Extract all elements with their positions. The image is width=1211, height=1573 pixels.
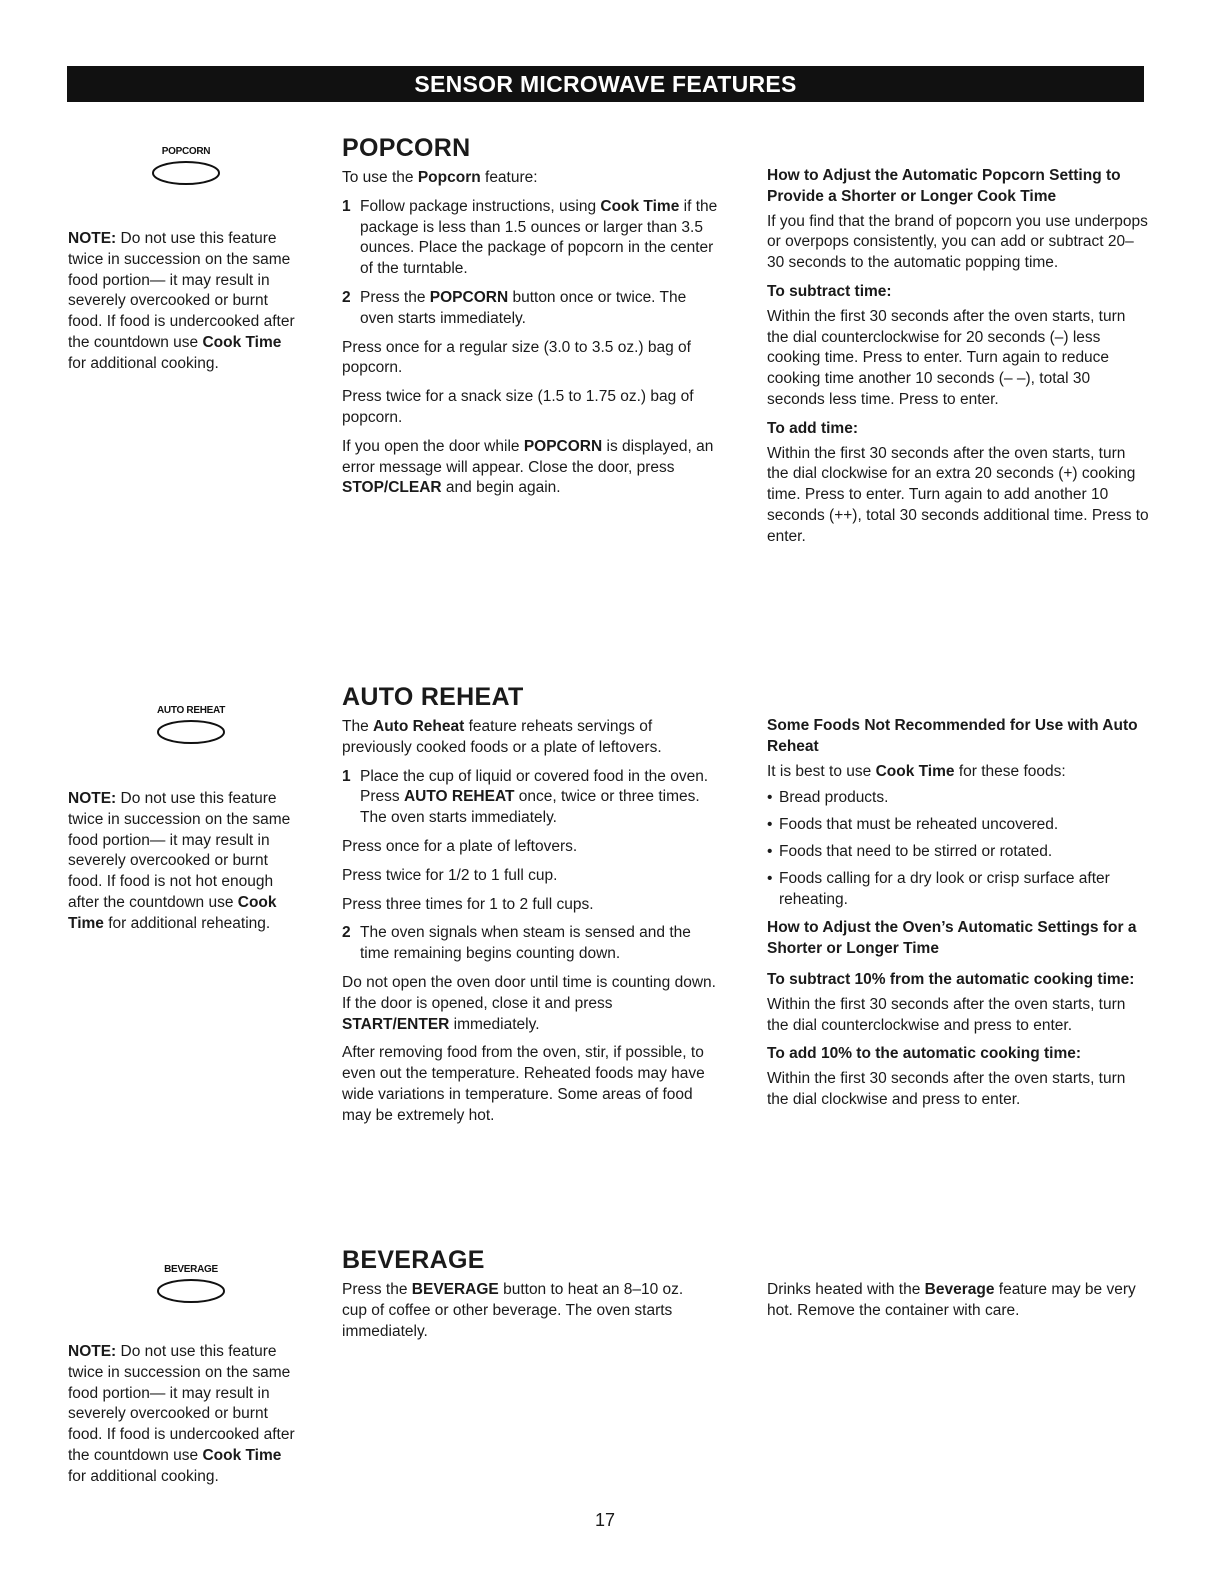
popcorn-subtract-heading: To subtract time:: [767, 282, 892, 300]
step-number: 2: [342, 924, 351, 942]
popcorn-note: [68, 229, 303, 375]
auto-reheat-press-once: Press once for a plate of leftovers.: [342, 837, 578, 855]
beverage-main-column: [342, 1246, 712, 1350]
note-text-end: for additional cooking.: [68, 354, 219, 372]
note-text-end: for additional reheating.: [103, 914, 271, 932]
step-number: 1: [342, 197, 351, 215]
oval-button-icon: [151, 718, 231, 748]
list-item: • Bread products.: [767, 789, 889, 807]
beverage-hot-warning: Drinks heated with the Beverage feature may be very hot. Remove the container with care.: [767, 1281, 1136, 1319]
section-title-beverage: BEVERAGE: [342, 1246, 485, 1274]
note-label: NOTE:: [68, 1343, 117, 1360]
list-item: • Foods calling for a dry look or crisp surface after reheating.: [767, 869, 1110, 908]
popcorn-subtract-text: Within the first 30 seconds after the oven starts, turn the dial counterclockwise for 20 seconds (–) less cooking time. Press to enter. Turn again to reduce cooking time another 10 seconds (– –), total 30 seconds less time. Press to enter.: [767, 307, 1126, 408]
note-label: NOTE:: [68, 230, 117, 247]
subtract-10-heading: To subtract 10% from the automatic cooking time:: [767, 970, 1135, 988]
popcorn-intro: To use the Popcorn feature:: [342, 169, 538, 186]
note-bold: Cook Time: [202, 1446, 282, 1464]
auto-reheat-button-label: AUTO REHEAT: [157, 705, 225, 716]
auto-reheat-step-2: 2 The oven signals when steam is sensed and the time remaining begins counting down.: [342, 923, 724, 965]
oval-button-icon: [146, 159, 226, 189]
page-header-banner: SENSOR MICROWAVE FEATURES: [67, 66, 1144, 102]
add-10-text: Within the first 30 seconds after the oven starts, turn the dial clockwise and press to enter.: [767, 1070, 1126, 1108]
popcorn-button-label: POPCORN: [161, 146, 211, 157]
auto-reheat-note: [68, 789, 303, 935]
section-title-popcorn: POPCORN: [342, 134, 471, 162]
popcorn-button-graphic: [101, 146, 271, 189]
beverage-button-graphic: [106, 1264, 276, 1307]
auto-reheat-adjust-heading: How to Adjust the Oven’s Automatic Settings for a Shorter or Longer Time: [767, 919, 1137, 958]
note-bold: Cook Time: [68, 893, 277, 932]
beverage-button-label: BEVERAGE: [164, 1264, 218, 1275]
popcorn-adjust-column: [767, 166, 1149, 556]
auto-reheat-stir-warning: After removing food from the oven, stir, if possible, to even out the temperature. Reheated foods may have wide variations in temperature. Some areas of food may be extremely hot.: [342, 1044, 705, 1124]
note-text: Do not use this feature twice in succession on the same food portion— it may result in severely overcooked or burnt food. If food is undercooked after the countdown use: [68, 230, 295, 351]
beverage-note: [68, 1342, 303, 1488]
auto-reheat-press-three: Press three times for 1 to 2 full cups.: [342, 895, 594, 913]
auto-reheat-door-warning: Do not open the oven door until time is counting down. If the door is opened, close it and press START/ENTER immediately.: [342, 973, 716, 1033]
popcorn-regular-size: Press once for a regular size (3.0 to 3.5 oz.) bag of popcorn.: [342, 338, 691, 377]
add-10-heading: To add 10% to the automatic cooking time:: [767, 1045, 1082, 1063]
auto-reheat-main-column: [342, 683, 724, 1135]
subtract-10-text: Within the first 30 seconds after the oven starts, turn the dial counterclockwise and press to enter.: [767, 995, 1126, 1034]
popcorn-adjust-heading: How to Adjust the Automatic Popcorn Setting to Provide a Shorter or Longer Cook Time: [767, 167, 1121, 205]
popcorn-step-2: 2 Press the POPCORN button once or twice. The oven starts immediately.: [342, 288, 722, 330]
beverage-instructions: Press the BEVERAGE button to heat an 8–10 oz. cup of coffee or other beverage. The oven starts immediately.: [342, 1281, 684, 1340]
note-text: Do not use this feature twice in succession on the same food portion— it may result in severely overcooked or burnt food. If food is undercooked after the countdown use: [68, 1343, 295, 1464]
auto-reheat-step-1: 1 Place the cup of liquid or covered food in the oven. Press AUTO REHEAT once, twice or three times. The oven starts immediately.: [342, 767, 724, 829]
step-number: 2: [342, 288, 351, 306]
list-item: • Foods that must be reheated uncovered.: [767, 816, 1059, 834]
note-bold: Cook Time: [202, 333, 282, 351]
popcorn-main-column: [342, 134, 722, 507]
auto-reheat-button-graphic: [106, 705, 276, 748]
popcorn-add-heading: To add time:: [767, 419, 858, 437]
beverage-side-column: [767, 1280, 1149, 1330]
note-text: Do not use this feature twice in succession on the same food portion— it may result in severely overcooked or burnt food. If food is not hot enough after the countdown use: [68, 790, 291, 911]
note-text-end: for additional cooking.: [68, 1467, 219, 1485]
step-number: 1: [342, 767, 351, 785]
not-recommended-heading: Some Foods Not Recommended for Use with Auto Reheat: [767, 717, 1138, 755]
not-recommended-intro: It is best to use Cook Time for these foods:: [767, 762, 1066, 780]
popcorn-add-text: Within the first 30 seconds after the oven starts, turn the dial clockwise for an extra 20 seconds (+) cooking time. Press to enter. Turn again to add another 10 seconds (++), total 30 seconds additional time. Press to enter.: [767, 444, 1149, 545]
popcorn-adjust-text: If you find that the brand of popcorn you use underpops or overpops consistently, you can add or subtract 20–30 seconds to the automatic popping time.: [767, 212, 1148, 272]
section-title-auto-reheat: AUTO REHEAT: [342, 683, 524, 711]
oval-button-icon: [151, 1277, 231, 1307]
auto-reheat-side-column: [767, 716, 1149, 1119]
auto-reheat-press-twice: Press twice for 1/2 to 1 full cup.: [342, 866, 558, 884]
note-label: NOTE:: [68, 790, 117, 807]
list-item: • Foods that need to be stirred or rotated.: [767, 842, 1053, 860]
popcorn-door-warning: If you open the door while POPCORN is displayed, an error message will appear. Close the door, press STOP/CLEAR and begin again.: [342, 437, 714, 497]
popcorn-snack-size: Press twice for a snack size (1.5 to 1.75 oz.) bag of popcorn.: [342, 388, 694, 426]
auto-reheat-intro: The Auto Reheat feature reheats servings of previously cooked foods or a plate of leftovers.: [342, 718, 662, 756]
page-number: 17: [594, 1510, 616, 1530]
popcorn-step-1: 1 Follow package instructions, using Cook Time if the package is less than 1.5 ounces or larger than 3.5 ounces. Place the package of popcorn in the center of the turntable.: [342, 197, 722, 280]
